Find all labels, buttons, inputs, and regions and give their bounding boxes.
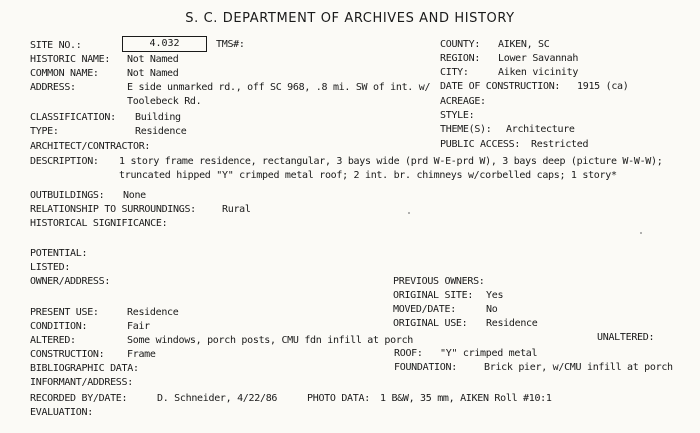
recorded-by-label: RECORDED BY/DATE: bbox=[30, 393, 128, 404]
scan-speck bbox=[640, 232, 642, 234]
classification-value: Building bbox=[135, 112, 181, 123]
type-label: TYPE: bbox=[30, 126, 59, 137]
roof-label: ROOF: bbox=[394, 348, 423, 359]
address-label: ADDRESS: bbox=[30, 82, 76, 93]
bibliographic-data-label: BIBLIOGRAPHIC DATA: bbox=[30, 363, 139, 374]
description-label: DESCRIPTION: bbox=[30, 156, 99, 167]
photo-data-value: 1 B&W, 35 mm, AIKEN Roll #10:1 bbox=[380, 393, 552, 404]
moved-date-value: No bbox=[486, 304, 498, 315]
type-value: Residence bbox=[135, 126, 187, 137]
site-no-value: 4.032 bbox=[122, 36, 207, 52]
evaluation-label: EVALUATION: bbox=[30, 407, 93, 418]
city-value: Aiken vicinity bbox=[498, 67, 579, 78]
public-access-value: Restricted bbox=[531, 139, 589, 150]
region-label: REGION: bbox=[440, 53, 481, 64]
condition-label: CONDITION: bbox=[30, 321, 88, 332]
description-line1: 1 story frame residence, rectangular, 3 bays wide (prd W-E-prd W), 3 bays deep (picture W-W-W); bbox=[119, 156, 663, 167]
unaltered-label: UNALTERED: bbox=[597, 332, 655, 343]
description-line2: truncated hipped "Y" crimped metal roof; 2 int. br. chimneys w/corbelled caps; 1 story* bbox=[119, 170, 617, 181]
original-use-value: Residence bbox=[486, 318, 538, 329]
date-of-construction-value: 1915 (ca) bbox=[577, 81, 629, 92]
recorded-by-value: D. Schneider, 4/22/86 bbox=[157, 393, 278, 404]
historic-name-label: HISTORIC NAME: bbox=[30, 54, 111, 65]
region-value: Lower Savannah bbox=[498, 53, 579, 64]
themes-value: Architecture bbox=[506, 124, 575, 135]
county-value: AIKEN, SC bbox=[498, 39, 550, 50]
owner-address-label: OWNER/ADDRESS: bbox=[30, 276, 111, 287]
present-use-value: Residence bbox=[127, 307, 179, 318]
original-use-label: ORIGINAL USE: bbox=[393, 318, 468, 329]
outbuildings-value: None bbox=[123, 190, 146, 201]
foundation-value: Brick pier, w/CMU infill at porch bbox=[484, 362, 673, 373]
original-site-label: ORIGINAL SITE: bbox=[393, 290, 474, 301]
relationship-label: RELATIONSHIP TO SURROUNDINGS: bbox=[30, 204, 196, 215]
listed-label: LISTED: bbox=[30, 262, 71, 273]
original-site-value: Yes bbox=[486, 290, 504, 301]
public-access-label: PUBLIC ACCESS: bbox=[440, 139, 521, 150]
common-name-value: Not Named bbox=[127, 68, 179, 79]
site-no-label: SITE NO.: bbox=[30, 40, 82, 51]
construction-value: Frame bbox=[127, 349, 156, 360]
construction-label: CONSTRUCTION: bbox=[30, 349, 105, 360]
roof-value: "Y" crimped metal bbox=[440, 348, 538, 359]
present-use-label: PRESENT USE: bbox=[30, 307, 99, 318]
foundation-label: FOUNDATION: bbox=[394, 362, 457, 373]
county-label: COUNTY: bbox=[440, 39, 481, 50]
historic-name-value: Not Named bbox=[127, 54, 179, 65]
potential-label: POTENTIAL: bbox=[30, 248, 88, 259]
themes-label: THEME(S): bbox=[440, 124, 492, 135]
relationship-value: Rural bbox=[222, 204, 251, 215]
date-of-construction-label: DATE OF CONSTRUCTION: bbox=[440, 81, 561, 92]
photo-data-label: PHOTO DATA: bbox=[307, 393, 370, 404]
style-label: STYLE: bbox=[440, 110, 475, 121]
architect-label: ARCHITECT/CONTRACTOR: bbox=[30, 141, 151, 152]
address-line1: E side unmarked rd., off SC 968, .8 mi. SW of int. w/ bbox=[127, 82, 431, 93]
informant-address-label: INFORMANT/ADDRESS: bbox=[30, 377, 133, 388]
previous-owners-label: PREVIOUS OWNERS: bbox=[393, 276, 485, 287]
moved-date-label: MOVED/DATE: bbox=[393, 304, 456, 315]
scan-speck bbox=[408, 212, 410, 214]
address-line2: Toolebeck Rd. bbox=[127, 96, 202, 107]
city-label: CITY: bbox=[440, 67, 469, 78]
altered-label: ALTERED: bbox=[30, 335, 76, 346]
common-name-label: COMMON NAME: bbox=[30, 68, 99, 79]
tms-label: TMS#: bbox=[216, 39, 245, 50]
acreage-label: ACREAGE: bbox=[440, 96, 486, 107]
outbuildings-label: OUTBUILDINGS: bbox=[30, 190, 105, 201]
condition-value: Fair bbox=[127, 321, 150, 332]
classification-label: CLASSIFICATION: bbox=[30, 112, 116, 123]
historical-significance-label: HISTORICAL SIGNIFICANCE: bbox=[30, 218, 168, 229]
altered-value: Some windows, porch posts, CMU fdn infill at porch bbox=[127, 335, 414, 346]
card-title: S. C. DEPARTMENT OF ARCHIVES AND HISTORY bbox=[185, 11, 515, 26]
